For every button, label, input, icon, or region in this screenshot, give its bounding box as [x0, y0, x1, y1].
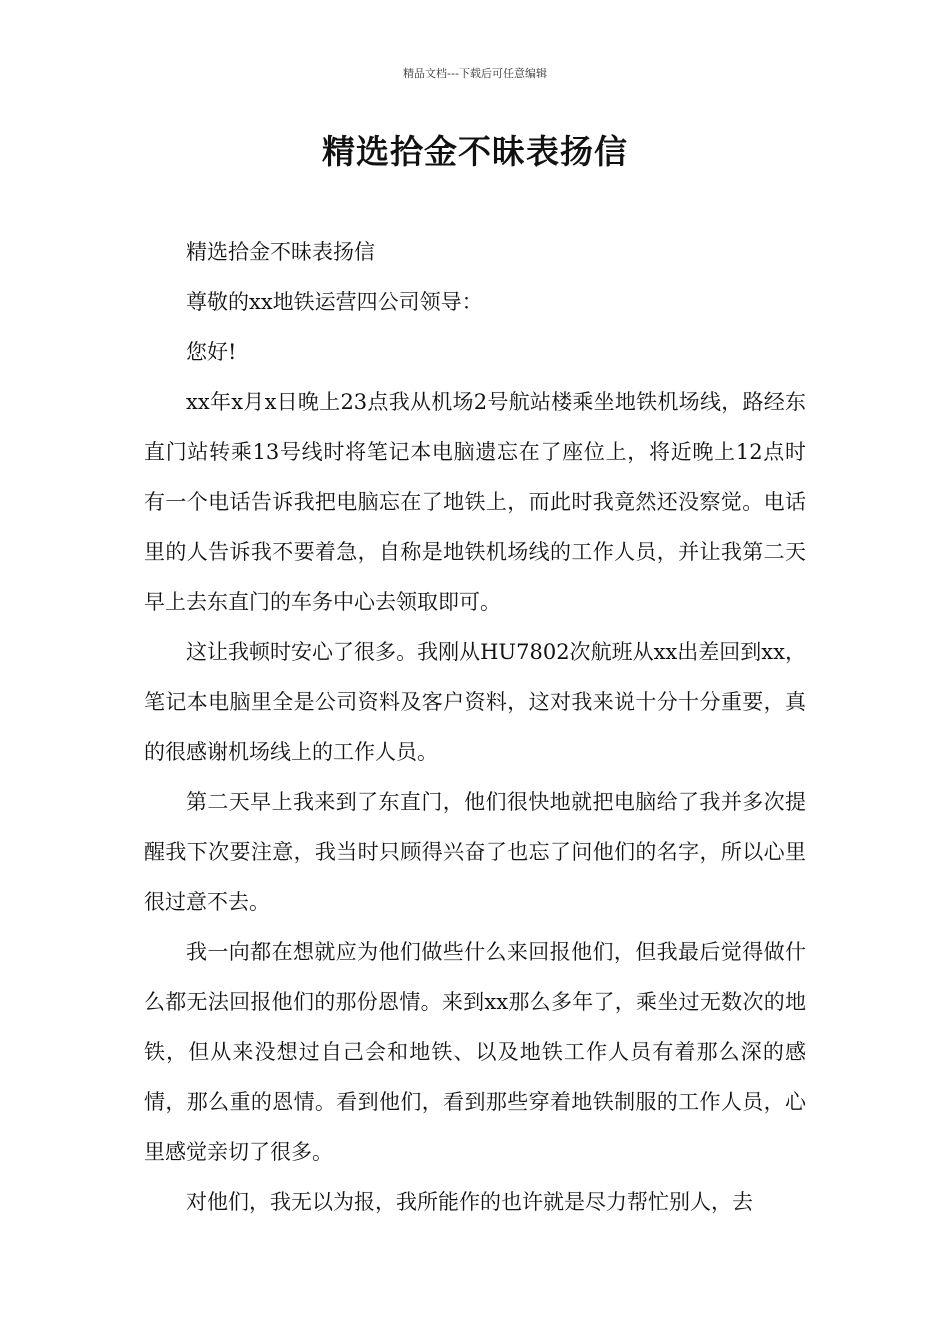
paragraph-3: 第二天早上我来到了东直门，他们很快地就把电脑给了我并多次提醒我下次要注意，我当时只顾得兴奋了也忘了问他们的名字，所以心里很过意不去。 [144, 790, 806, 914]
header-note: 精品文档---下载后可任意编辑 [403, 67, 547, 80]
paragraph-1: xx年x月x日晚上23点我从机场2号航站楼乘坐地铁机场线，路经东直门站转乘13号线时将笔记本电脑遗忘在了座位上，将近晚上12点时有一个电话告诉我把电脑忘在了地铁上，而此时我竟然还没察觉。电话里的人告诉我不要着急，自称是地铁机场线的工作人员，并让我第二天早上去东直门的车务中心去领取即可。 [144, 390, 806, 614]
greeting: 您好! [186, 340, 237, 364]
salutation: 尊敬的xx地铁运营四公司领导： [186, 290, 483, 314]
document-subtitle: 精选拾金不昧表扬信 [186, 240, 375, 264]
document-body [144, 227, 806, 1227]
document-title: 精选拾金不昧表扬信 [322, 132, 628, 171]
paragraph-4: 我一向都在想就应为他们做些什么来回报他们，但我最后觉得做什么都无法回报他们的那份恩情。来到xx那么多年了，乘坐过无数次的地铁，但从来没想过自己会和地铁、以及地铁工作人员有着那么深的感情，那么重的恩情。看到他们，看到那些穿着地铁制服的工作人员，心里感觉亲切了很多。 [144, 940, 806, 1164]
paragraph-5: 对他们，我无以为报，我所能作的也许就是尽力帮忙别人，去 [186, 1190, 753, 1214]
paragraph-2: 这让我顿时安心了很多。我刚从HU7802次航班从xx出差回到xx，笔记本电脑里全是公司资料及客户资料，这对我来说十分十分重要，真的很感谢机场线上的工作人员。 [144, 640, 806, 764]
